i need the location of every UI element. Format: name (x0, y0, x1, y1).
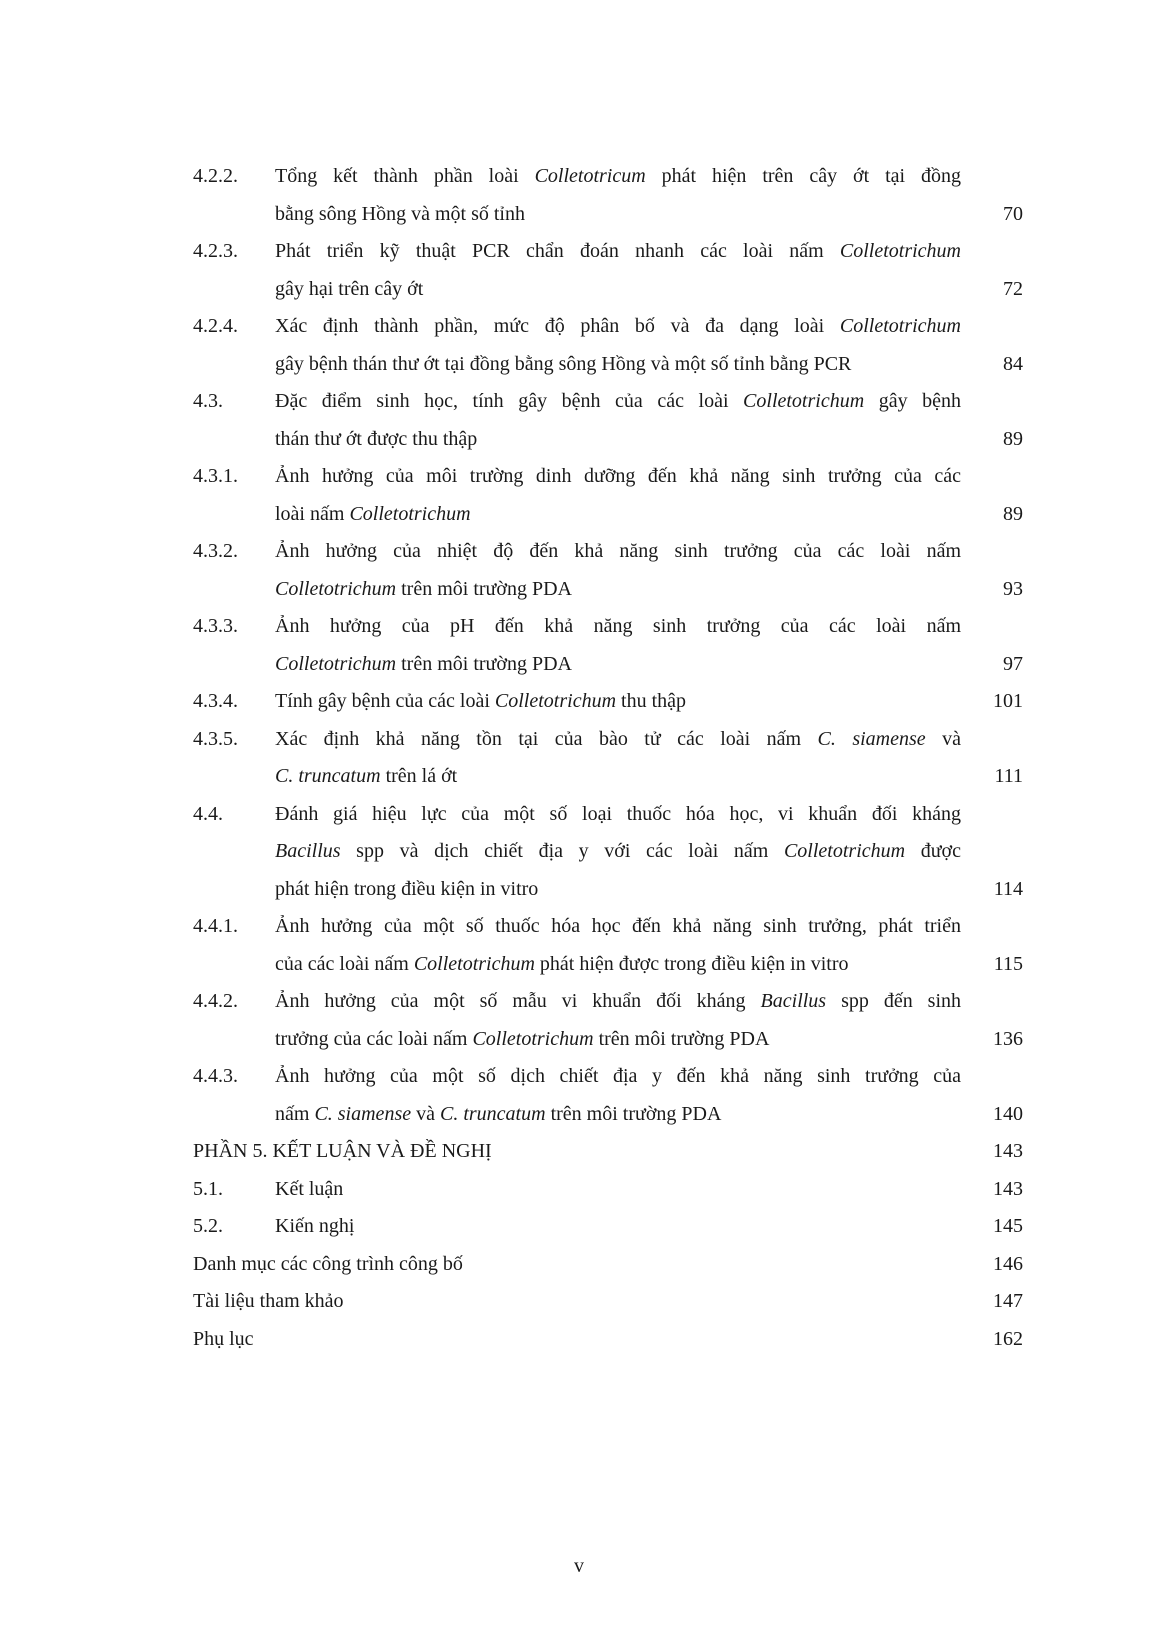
toc-text: bằng sông Hồng và một số tỉnh (275, 202, 525, 225)
toc-page-number: 72 (1003, 277, 1023, 300)
toc-entry[interactable] (193, 533, 1023, 608)
toc-line (275, 758, 1023, 796)
toc-text: Xác định thành phần, mức độ phân bố và đa dạng loài (275, 315, 840, 337)
toc-line (275, 346, 1023, 384)
toc-text: trên môi trường PDA (545, 1102, 722, 1125)
toc-title-continued (275, 758, 457, 796)
toc-section-number: 4.2.2. (193, 165, 238, 187)
toc-section-number: 4.4.2. (193, 990, 238, 1012)
toc-page-number: 101 (993, 690, 1023, 712)
toc-section-number: 5.1. (193, 1177, 223, 1200)
toc-title-continued (275, 271, 423, 309)
toc-italic-text: Colletotrichum (413, 952, 535, 975)
toc-section-number: 5.2. (193, 1215, 223, 1237)
toc-line (275, 158, 961, 196)
toc-page-number: 140 (993, 1102, 1023, 1125)
toc-line (275, 421, 1023, 459)
toc-line (275, 308, 961, 346)
toc-page-number: 143 (993, 1177, 1023, 1200)
toc-text: gây hại trên cây ớt (275, 277, 424, 300)
toc-page-number: 89 (1003, 427, 1023, 450)
toc-text: Ảnh hưởng của nhiệt độ đến khả năng sinh trưởng của các loài nấm (275, 540, 961, 562)
toc-line (275, 908, 961, 946)
toc-line (275, 683, 1023, 721)
toc-line (275, 1021, 1023, 1059)
toc-title-continued (275, 496, 471, 534)
toc-line (275, 383, 961, 421)
toc-title: Danh mục các công trình công bố (193, 1252, 463, 1275)
toc-text: Xác định khả năng tồn tại của bào tử các loài nấm (275, 727, 818, 750)
toc-text: và (925, 727, 961, 750)
toc-italic-text: C. siamense (817, 727, 926, 750)
toc-extra-entry[interactable] (193, 1321, 1023, 1359)
toc-text: trên môi trường PDA (396, 577, 572, 600)
toc-line (275, 833, 961, 871)
toc-title (275, 683, 686, 721)
toc-section-number: 4.3.5. (193, 727, 238, 750)
table-of-contents (193, 158, 1023, 1358)
toc-text: phát hiện trong điều kiện in vitro (275, 877, 539, 900)
toc-page-number: 136 (993, 1027, 1023, 1050)
toc-text: thán thư ớt được thu thập (275, 427, 478, 450)
toc-italic-text: Colletotrichum (275, 652, 397, 675)
toc-entry[interactable] (193, 308, 1023, 383)
toc-entry[interactable] (193, 383, 1023, 458)
toc-entry[interactable] (193, 233, 1023, 308)
toc-entry[interactable] (193, 796, 1023, 909)
toc-title-continued (275, 1021, 769, 1059)
toc-title: Kết luận (275, 1177, 344, 1200)
toc-section-number: 4.4.1. (193, 915, 238, 937)
toc-page-number: 84 (1003, 352, 1023, 375)
toc-text: gây bệnh thán thư ớt tại đồng bằng sông Hồng và một số tỉnh bằng PCR (275, 352, 852, 375)
toc-section-number: 4.3.3. (193, 615, 238, 637)
toc-entry[interactable] (193, 683, 1023, 721)
toc-title-continued (275, 646, 572, 684)
toc-title-continued (275, 571, 572, 609)
toc-title-continued (275, 871, 538, 909)
toc-italic-text: Colletotrichum (275, 577, 397, 600)
toc-page-number: 143 (993, 1140, 1023, 1162)
toc-title: Tài liệu tham khảo (193, 1290, 344, 1312)
toc-section-number: 4.2.4. (193, 315, 238, 337)
toc-text: Ảnh hưởng của pH đến khả năng sinh trưởng của các loài nấm (275, 615, 961, 637)
toc-line (275, 571, 1023, 609)
toc-text: Ảnh hưởng của một số dịch chiết địa y đến khả năng sinh trưởng của (275, 1065, 961, 1087)
toc-text: Ảnh hưởng của một số thuốc hóa học đến khả năng sinh trưởng, phát triển (275, 915, 961, 937)
toc-text: Phát triển kỹ thuật PCR chẩn đoán nhanh các loài nấm (275, 240, 840, 262)
toc-text: phát hiện trên cây ớt tại đồng (645, 165, 961, 187)
toc-line (275, 983, 961, 1021)
toc-title-continued (275, 421, 477, 459)
toc-line (275, 196, 1023, 234)
toc-section-number: 4.4.3. (193, 1065, 238, 1087)
toc-italic-text: Colletotrichum (494, 690, 617, 712)
toc-text: Ảnh hưởng của môi trường dinh dưỡng đến khả năng sinh trưởng của các (275, 465, 961, 487)
toc-entry[interactable] (193, 1058, 1023, 1133)
toc-entry[interactable] (193, 1171, 1023, 1209)
toc-line (275, 458, 961, 496)
toc-title-continued (275, 346, 851, 384)
toc-text: Đặc điểm sinh học, tính gây bệnh của các loài (275, 390, 744, 412)
toc-text: phát hiện được trong điều kiện in vitro (534, 952, 849, 975)
toc-text: Đánh giá hiệu lực của một số loại thuốc hóa học, vi khuẩn đối kháng (275, 802, 961, 825)
toc-entry[interactable] (193, 908, 1023, 983)
toc-italic-text: Colletotrichum (839, 315, 961, 337)
toc-line (275, 1171, 1023, 1209)
toc-text: trên môi trường PDA (396, 652, 572, 675)
toc-page-number: 146 (993, 1252, 1023, 1275)
toc-line (275, 271, 1023, 309)
toc-page-number: 145 (993, 1215, 1023, 1237)
page-number: v (574, 1555, 584, 1577)
toc-entry[interactable] (193, 158, 1023, 233)
toc-text: Ảnh hưởng của một số mẫu vi khuẩn đối kháng (275, 990, 761, 1012)
toc-italic-text: Colletotrichum (743, 390, 865, 412)
toc-text: thu thập (616, 690, 687, 712)
toc-title-continued (275, 1096, 721, 1134)
toc-italic-text: Colletotrichum (839, 240, 961, 262)
toc-italic-text: Bacillus (275, 840, 341, 862)
toc-page-number: 93 (1003, 577, 1023, 600)
toc-extra-entry[interactable] (193, 1246, 1023, 1284)
toc-line (275, 871, 1023, 909)
toc-italic-text: C. siamense (314, 1102, 412, 1125)
toc-extra-entry[interactable] (193, 1283, 1023, 1321)
toc-line (275, 608, 961, 646)
toc-italic-text: Colletotrichum (783, 840, 906, 862)
toc-text: của các loài nấm (275, 952, 414, 975)
toc-italic-text: Colletotrichum (349, 502, 471, 525)
toc-text: trên lá ớt (380, 765, 458, 787)
toc-section-number: 4.3.2. (193, 540, 238, 562)
toc-section-number: 4.3.1. (193, 465, 238, 487)
toc-text: nấm (275, 1102, 315, 1125)
toc-line (275, 1208, 1023, 1246)
toc-page-number: 70 (1003, 202, 1023, 225)
toc-line (275, 233, 961, 271)
toc-text: spp đến sinh (826, 990, 962, 1012)
toc-section-number: 4.4. (193, 802, 223, 825)
toc-line (275, 533, 961, 571)
toc-title: Kiến nghị (275, 1215, 355, 1237)
toc-entry[interactable] (193, 721, 1023, 796)
toc-line (275, 1096, 1023, 1134)
toc-section-number: 4.2.3. (193, 240, 238, 262)
toc-entry[interactable] (193, 983, 1023, 1058)
toc-page-number: 114 (993, 877, 1023, 900)
toc-line (275, 796, 961, 834)
toc-section-number: 4.3.4. (193, 690, 238, 712)
toc-line (275, 946, 1023, 984)
toc-text: Tổng kết thành phần loài (275, 165, 535, 187)
toc-italic-text: C. truncatum (275, 765, 381, 787)
toc-text: Tính gây bệnh của các loài (275, 690, 495, 712)
toc-text: trên môi trường PDA (593, 1027, 770, 1050)
toc-italic-text: Bacillus (760, 990, 827, 1012)
toc-line (275, 721, 961, 759)
toc-text: và (411, 1102, 440, 1125)
toc-page-number: 89 (1003, 502, 1023, 525)
toc-title-continued (275, 196, 525, 234)
toc-entry[interactable] (193, 1208, 1023, 1246)
toc-page-number: 147 (993, 1290, 1023, 1312)
toc-italic-text: C. truncatum (440, 1102, 546, 1125)
toc-title: Phụ lục (193, 1327, 254, 1350)
toc-part-heading[interactable] (193, 1133, 1023, 1171)
toc-italic-text: Colletotricum (534, 165, 646, 187)
toc-text: spp và dịch chiết địa y với các loài nấm (340, 840, 784, 862)
toc-page-number: 162 (993, 1327, 1023, 1350)
toc-section-number: 4.3. (193, 390, 223, 412)
toc-title-continued (275, 946, 849, 984)
toc-page-number: 97 (1003, 652, 1023, 675)
toc-entry[interactable] (193, 458, 1023, 533)
toc-text: trưởng của các loài nấm (275, 1027, 473, 1050)
toc-page-number: 115 (993, 952, 1023, 975)
toc-line (275, 646, 1023, 684)
toc-entry[interactable] (193, 608, 1023, 683)
toc-text: gây bệnh (864, 390, 961, 412)
toc-line (275, 1058, 961, 1096)
toc-italic-text: Colletotrichum (472, 1027, 594, 1050)
toc-title: PHẦN 5. KẾT LUẬN VÀ ĐỀ NGHỊ (193, 1140, 492, 1162)
toc-line (275, 496, 1023, 534)
toc-text: được (905, 840, 961, 862)
toc-page-number: 111 (994, 765, 1023, 787)
toc-text: loài nấm (275, 502, 350, 525)
